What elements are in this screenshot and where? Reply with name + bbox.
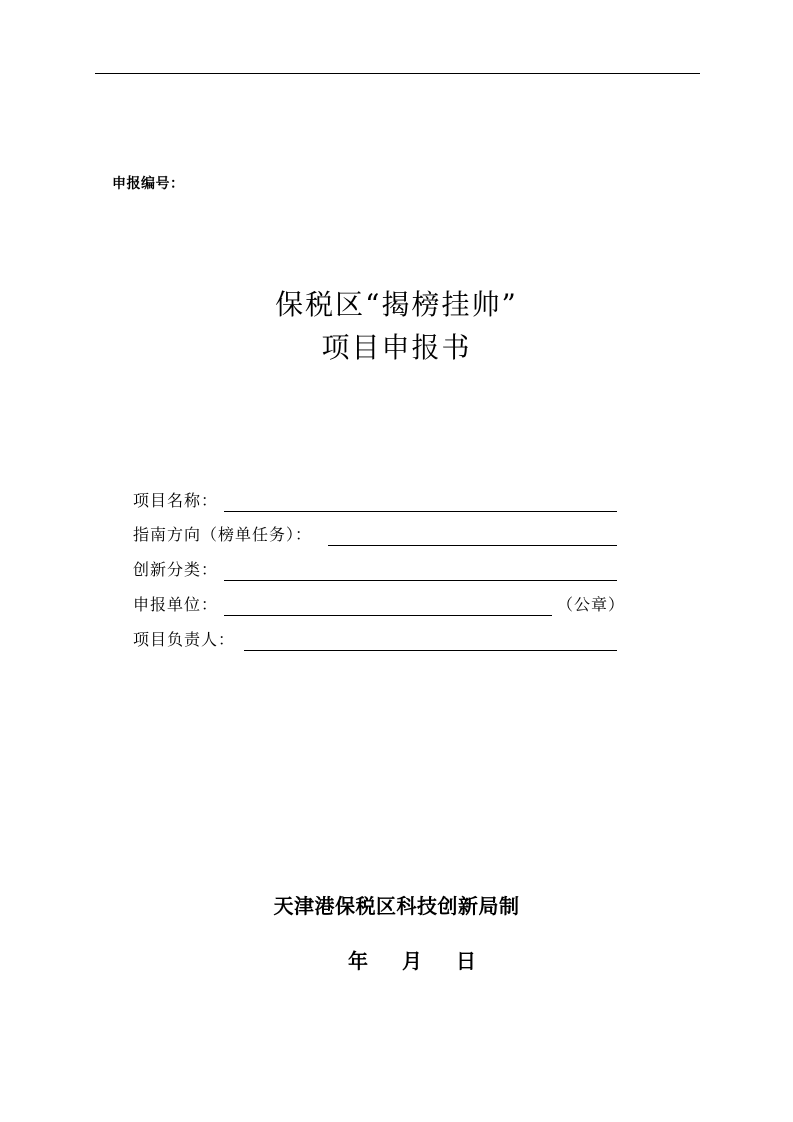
field-label: 项目负责人： [133, 630, 236, 649]
document-title-line1: 保税区“揭榜挂帅” [275, 288, 518, 321]
field-project-name [133, 489, 619, 513]
field-underline [224, 593, 552, 616]
field-label: 指南方向（榜单任务）： [133, 525, 313, 544]
field-label: 申报单位： [133, 595, 219, 614]
field-underline [224, 489, 617, 512]
field-project-leader [133, 628, 619, 652]
application-number-label: 申报编号： [112, 176, 185, 192]
field-innovation-category [133, 558, 619, 582]
document-title-line2: 项目申报书 [321, 331, 472, 364]
field-underline [224, 558, 617, 581]
field-underline [244, 628, 617, 651]
issuer: 天津港保税区科技创新局制 [273, 894, 520, 918]
official-seal-note: （公章） [557, 595, 626, 614]
date-month: 月 [402, 949, 422, 973]
field-applicant-unit [133, 593, 626, 617]
field-label: 项目名称： [133, 491, 219, 510]
field-underline [328, 523, 617, 546]
header-rule [95, 73, 700, 74]
date-year: 年 [348, 949, 368, 973]
date-day: 日 [456, 949, 476, 973]
field-label: 创新分类： [133, 560, 219, 579]
field-guide-direction [133, 523, 619, 547]
